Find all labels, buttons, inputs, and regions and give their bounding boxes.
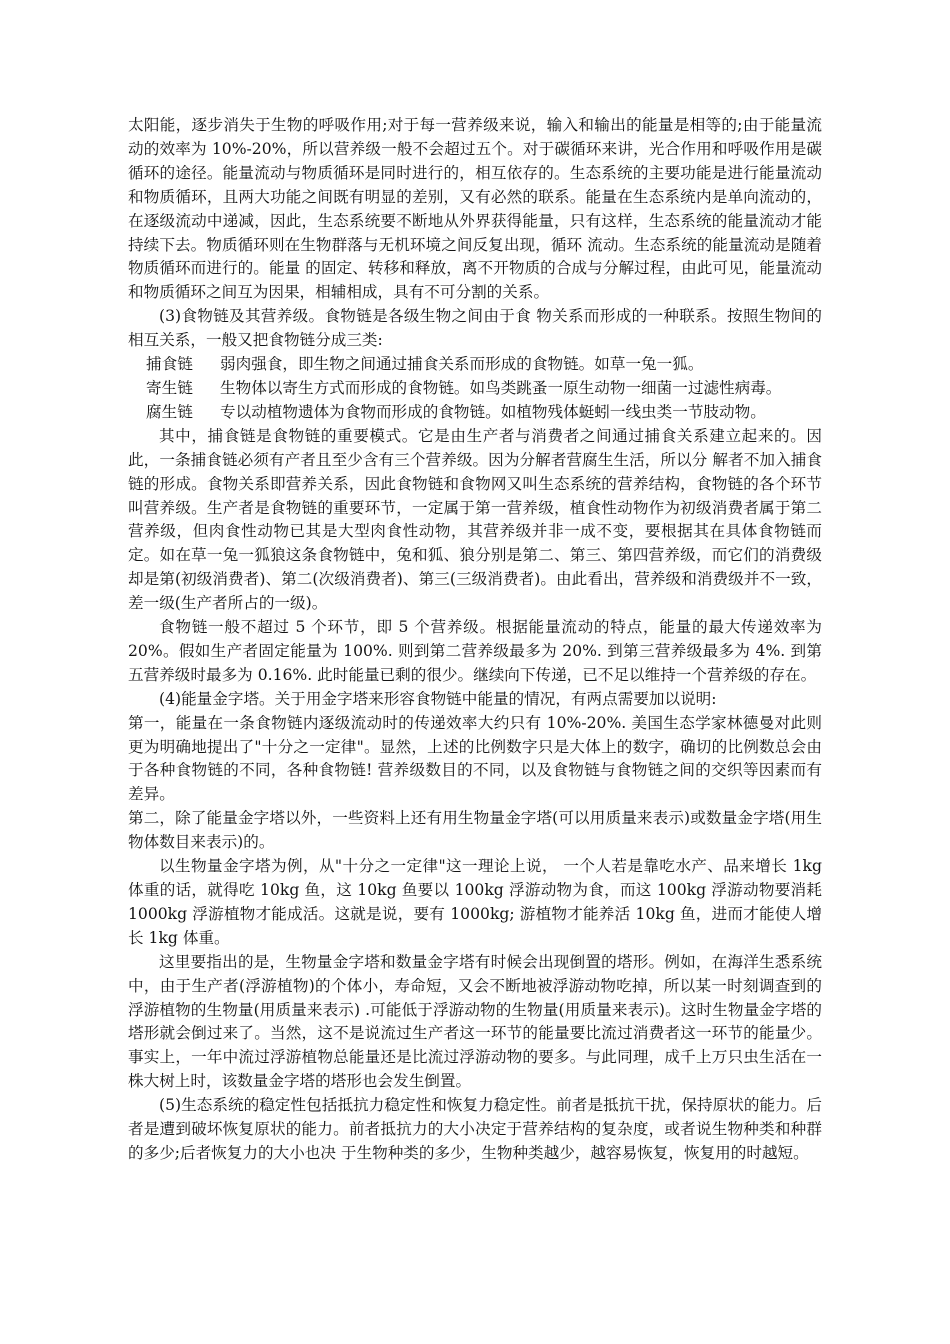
paragraph-point-one: 第一，能量在一条食物链内逐级流动时的传递效率大约只有 10%-20%. 美国生态学家林德曼对此则更为明确地提出了"十分之一定律"。显然，上述的比例数字只是大体上的数字，确切的比例数总会由于各种食物链的不同，各种食物链! 营养级数目的不同，以及食物链与食物链之间的交织等因素而有差异。 <box>128 713 822 804</box>
document-page <box>128 114 822 1166</box>
paragraph-energy-pyramid: (4)能量金字塔。关于用金字塔来形容食物链中能量的情况，有两点需要加以说明: <box>159 689 717 708</box>
paragraph-predation-chain: 其中，捕食链是食物链的重要模式。它是由生产者与消费者之间通过捕食关系建立起来的。因此，一条捕食链必须有产者且至少含有三个营养级。因为分解者营腐生生活，所以分 解者不加入捕食链的形成。食物关系即营养关系，因此食物链和食物网又叫生态系统的营养结构，食物链的各个环节叫营养级。生产者是食物链的重要环节，一定属于第一营养级，植食性动物作为初级消费者属于第二营养级，但肉食性动物已其是大型肉食性动物，其营养级并非一成不变，要根据其在具体食物链而定。如在草一兔一狐狼这条食物链中，兔和狐、狼分别是第二、第三、第四营养级，而它们的消费级却是第(初级消费者)、第二(次级消费者)、第三(三级消费者)。由此看出，营养级和消费级并不一致，差一级(生产者所占的一级)。 <box>128 426 822 613</box>
chain-term: 腐生链 <box>146 402 193 421</box>
paragraph-chain-length: 食物链一般不超过 5 个环节，即 5 个营养级。根据能量流动的特点，能量的最大传递效率为 20%。假如生产者固定能量为 100%. 则到第二营养级最多为 20%. 到第三营养级最多为 4%. 到第五营养级时最多为 0.16%. 此时能量已剩的很少。继续向下传递，已不足以维持一个营养级的存在。 <box>128 618 822 684</box>
paragraph-inverted-pyramid: 这里要指出的是，生物量金字塔和数量金字塔有时候会出现倒置的塔形。例如，在海洋生悉系统中，由于生产者(浮游植物)的个体小，寿命短，又会不断地被浮游动物吃掉，所以某一时刻调查到的浮游植物的生物量(用质量来表示) .可能低于浮游动物的生物量(用质量来表示)。这时生物量金字塔的塔形就会倒过来了。当然，这不是说流过生产者这一环节的能量要比流过消费者这一环节的能量少。事实上，一年中流过浮游植物总能量还是比流过浮游动物的要多。与此同理，成千上万只虫生活在一株大树上时，该数量金字塔的塔形也会发生倒置。 <box>128 952 822 1091</box>
chain-term: 捕食链 <box>146 355 193 374</box>
chain-term: 寄生链 <box>146 378 193 397</box>
paragraph-point-two: 第二，除了能量金字塔以外，一些资料上还有用生物量金字塔(可以用质量来表示)或数量金字塔(用生物体数目来表示)的。 <box>128 809 822 852</box>
chain-item-parasitic <box>128 377 822 401</box>
paragraph-biomass-example: 以生物量金字塔为例，从"十分之一定律"这一理论上说， 一个人若是靠吃水产、品来增长 1kg 体重的话，就得吃 10kg 鱼，这 10kg 鱼要以 100kg 浮游动物为食，而这 100kg 浮游动物要消耗 1000kg 浮游植物才能成活。这就是说，要有 1000kg; 游植物才能养活 10kg 鱼，进而才能使人增长 1kg 体重。 <box>128 857 822 947</box>
chain-item-saprophytic <box>128 401 822 425</box>
paragraph-energy-flow: 太阳能，逐步消失于生物的呼吸作用;对于每一营养级来说，输入和输出的能量是相等的;由于能量流动的效率为 10%-20%，所以营养级一般不会超过五个。对于碳循环来讲，光合作用和呼吸作用是碳循环的途径。能量流动与物质循环是同时进行的，相互依存的。生态系统的主要功能是进行能量流动和物质循环，且两大功能之间既有明显的差别，又有必然的联系。能量在生态系统内是单向流动的，在逐级流动中递减，因此，生态系统要不断地从外界获得能量，只有这样，生态系统的能量流动才能持续下去。物质循环则在生物群落与无机环境之间反复出现，循环 流动。生态系统的能量流动是随着物质循环而进行的。能量 的固定、转移和释放，离不开物质的合成与分解过程，由此可见，能量流动和物质循环之间互为因果，相辅相成，具有不可分割的关系。 <box>128 116 822 302</box>
chain-description: 弱肉强食，即生物之间通过捕食关系而形成的食物链。如草一兔一狐。 <box>220 355 704 374</box>
chain-description: 生物体以寄生方式而形成的食物链。如鸟类跳蚤一原生动物一细菌一过滤性病毒。 <box>220 378 782 397</box>
paragraph-stability: (5)生态系统的稳定性包括抵抗力稳定性和恢复力稳定性。前者是抵抗干扰，保持原状的能力。后者是遭到破坏恢复原状的能力。前者抵抗力的大小决定于营养结构的复杂度，或者说生物种类和种群的多少;后者恢复力的大小也决 于生物种类的多少，生物种类越少，越容易恢复，恢复用的时越短。 <box>128 1096 822 1162</box>
chain-description: 专以动植物遗体为食物而形成的食物链。如植物残体蜓蚓一线虫类一节肢动物。 <box>220 402 766 421</box>
chain-item-predation <box>128 353 822 377</box>
paragraph-food-chain-intro: (3)食物链及其营养级。食物链是各级生物之间由于食 物关系而形成的一种联系。按照生物间的相互关系，一般又把食物链分成三类: <box>128 307 822 350</box>
